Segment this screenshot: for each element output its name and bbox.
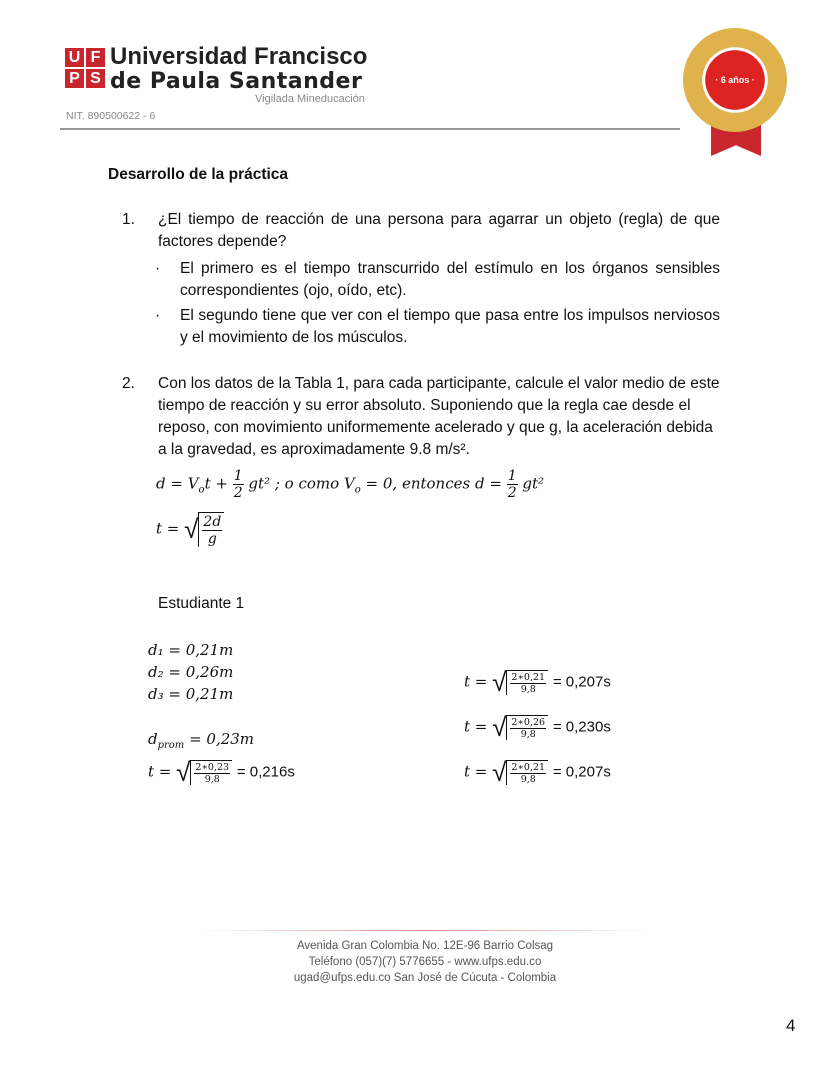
q1-text: ¿El tiempo de reacción de una persona para agarrar un objeto (regla) de que factores depende? <box>158 211 720 250</box>
nit-text: NIT. 890500622 - 6 <box>66 110 156 122</box>
footer-line: Avenida Gran Colombia No. 12E-96 Barrio Colsag <box>296 940 554 952</box>
university-name <box>110 44 367 94</box>
q1-bullet-2: El segundo tiene que ver con el tiempo que pasa entre los impulsos nerviosos y el movimiento de los músculos. <box>180 307 720 346</box>
q2-number: 2. <box>122 375 135 392</box>
time-formula-3: t = √ $\frac{2∗0,21}{9,8}$ = 0,207s <box>464 758 611 788</box>
logo-letter: U <box>65 48 84 67</box>
bullet-icon: · <box>155 307 161 324</box>
logo-letter: S <box>86 69 105 88</box>
logo-letter: F <box>86 48 105 67</box>
vigilada-text: Vigilada Mineducación <box>255 93 365 105</box>
page-number: 4 <box>786 1016 796 1035</box>
footer-line: ugad@ufps.edu.co San José de Cúcuta - Colombia <box>293 972 557 984</box>
header-divider <box>60 128 680 130</box>
footer-address <box>230 938 620 986</box>
distance-d1: d₁ = 0,21m <box>148 641 234 659</box>
time-average-formula: t = √ $\frac{2∗0,23}{9,8}$ = 0,216s <box>148 758 295 788</box>
q2-text: Con los datos de la Tabla 1, para cada participante, calcule el valor medio de este tiempo de reacción y su error absoluto. Suponiendo que la regla cae desde el reposo, con movimiento uniformemente acelerado y que g, la aceleración debida a la gravedad, es aproximadamente 9.8 m/s². <box>158 375 720 458</box>
q1-bullet-1: El primero es el tiempo transcurrido del estímulo en los órganos sensibles correspondientes (ojo, oído, etc). <box>180 260 720 299</box>
bullet-icon: · <box>155 260 161 277</box>
university-line1: Universidad Francisco <box>110 43 368 70</box>
ufps-logo <box>65 48 105 88</box>
section-title: Desarrollo de la práctica <box>108 166 289 183</box>
kinematics-formula: $d = V_ot$ + $\frac{1}{2}$ gt² ; o como $V_o = 0$, entonces d = $\frac{1}{2}$ gt² <box>156 468 545 501</box>
student-title: Estudiante 1 <box>158 595 245 612</box>
logo-letter: P <box>65 69 84 88</box>
distance-d3: d₃ = 0,21m <box>148 685 234 703</box>
distance-average: $d_{prom} = 0,23m$ <box>148 730 255 751</box>
q1-number: 1. <box>122 211 135 228</box>
time-formula-2: t = √ $\frac{2∗0,26}{9,8}$ = 0,230s <box>464 713 611 743</box>
distance-d2: d₂ = 0,26m <box>148 663 234 681</box>
footer-line: Teléfono (057)(7) 5776655 - www.ufps.edu.co <box>308 956 542 968</box>
seal-years: · 6 años · <box>715 75 755 85</box>
time-formula-1: t = √ $\frac{2∗0,21}{9,8}$ = 0,207s <box>464 668 611 698</box>
time-formula: t = √ $\frac{2d}{g}$ <box>156 512 224 547</box>
university-line2: de Paula Santander <box>110 69 363 94</box>
footer-divider <box>200 930 650 931</box>
